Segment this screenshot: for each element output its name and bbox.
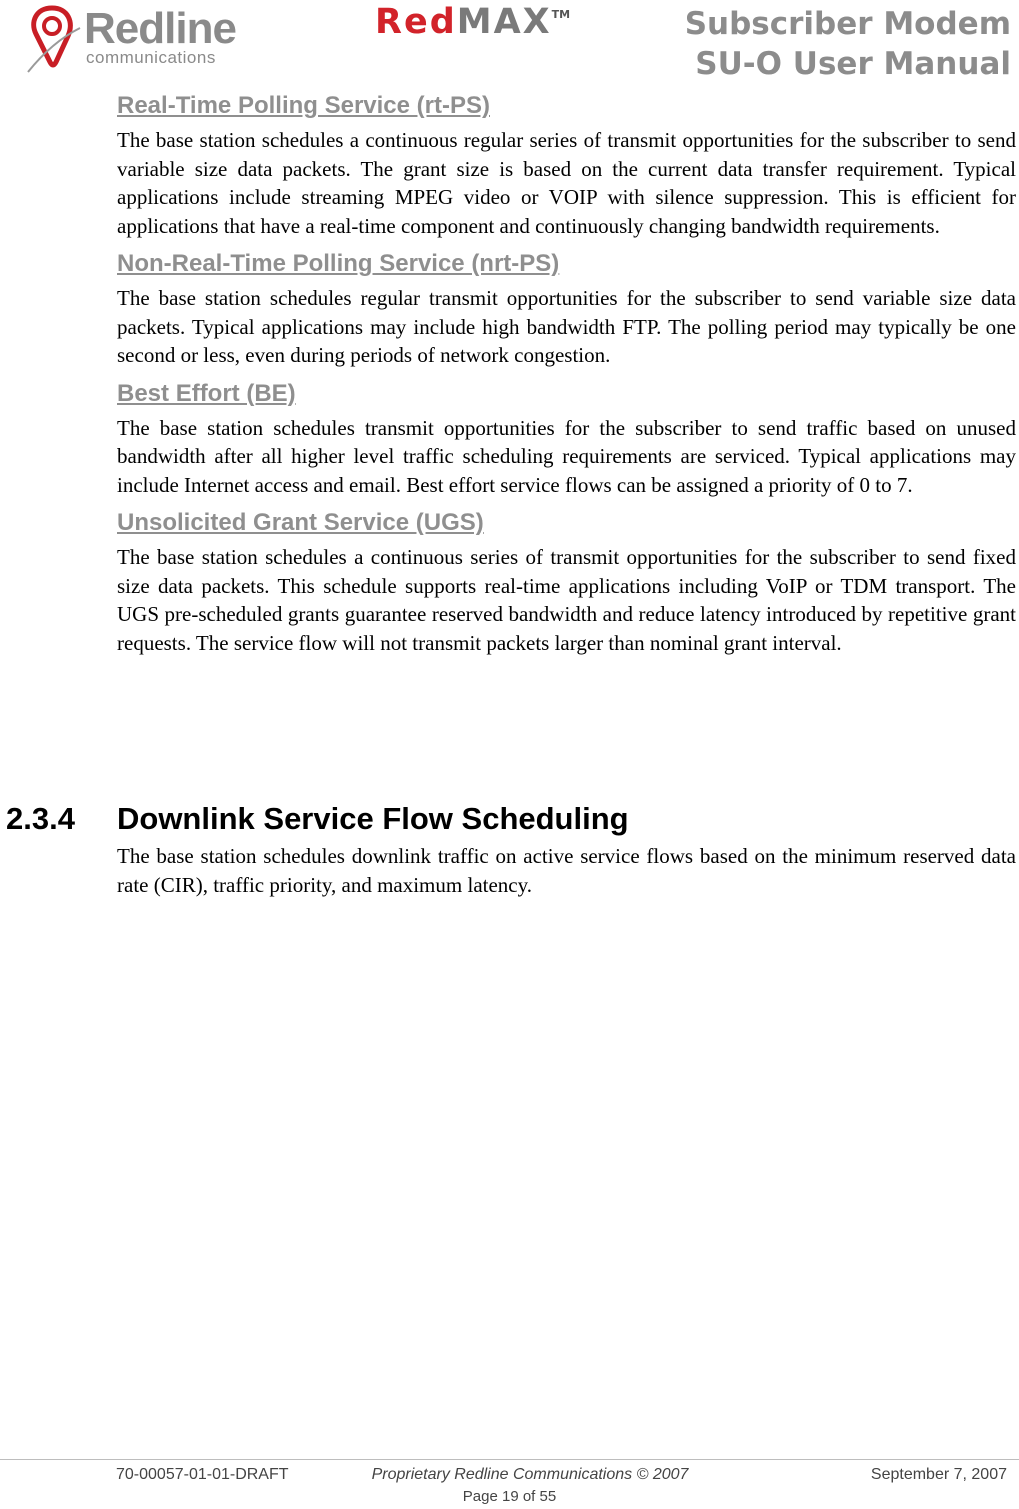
brand-gray-part: MAX bbox=[456, 2, 552, 42]
section-title: Downlink Service Flow Scheduling bbox=[117, 801, 629, 836]
logo-subtitle: communications bbox=[86, 48, 216, 67]
section-number: 2.3.4 bbox=[6, 801, 75, 836]
page-header bbox=[0, 0, 1019, 90]
manual-title-line1: Subscriber Modem bbox=[684, 6, 1011, 42]
footer-divider bbox=[0, 1459, 1019, 1460]
brand-red-part: Red bbox=[375, 2, 457, 42]
redline-logo-mark-icon bbox=[22, 2, 82, 82]
trademark-mark: TM bbox=[551, 8, 571, 21]
paragraph-be: The base station schedules transmit opportunities for the subscriber to send traffic based on unused bandwidth after all higher level traffic scheduling requirements are serviced. Typical applications may include Internet access and email. Best effort service flows can be assigned a priority of 0 to 7. bbox=[117, 415, 1016, 497]
product-brand bbox=[375, 2, 570, 42]
manual-title-line2: SU-O User Manual bbox=[695, 46, 1011, 82]
redline-logo bbox=[22, 2, 252, 82]
logo-wordmark: Redline bbox=[84, 4, 236, 53]
subheading-be: Best Effort (BE) bbox=[117, 379, 296, 407]
footer-proprietary: Proprietary Redline Communications © 2007 bbox=[371, 1466, 689, 1483]
footer-doc-id: 70-00057-01-01-DRAFT bbox=[116, 1466, 289, 1483]
paragraph-nrt-ps: The base station schedules regular transmit opportunities for the subscriber to send variable size data packets. Typical applications may include high bandwidth FTP. The polling period may typically be one second or less, even during periods of network congestion. bbox=[117, 286, 1016, 367]
footer-date: September 7, 2007 bbox=[870, 1466, 1007, 1483]
footer-page-number: Page 19 of 55 bbox=[462, 1488, 557, 1505]
paragraph-rt-ps: The base station schedules a continuous regular series of transmit opportunities for the subscriber to send variable size data packets. The grant size is based on the current data transfer requirement. Typical applications include streaming MPEG video or VOIP with silence suppression. This is efficient for applications that have a real-time component and continuously changing bandwidth requirements. bbox=[117, 128, 1016, 238]
subheading-ugs: Unsolicited Grant Service (UGS) bbox=[117, 509, 484, 536]
page-footer bbox=[0, 1462, 1019, 1507]
manual-title bbox=[685, 4, 1011, 84]
section-heading-2-3-4 bbox=[6, 801, 629, 837]
section-body bbox=[117, 842, 1016, 899]
paragraph-ugs: The base station schedules a continuous series of transmit opportunities for the subscriber to send fixed size data packets. This schedule supports real-time applications including VoIP or TDM transport. The UGS pre-scheduled grants guarantee reserved bandwidth and reduce latency introduced by repetitive grant requests. The service flow will not transmit packets larger than nominal grant interval. bbox=[117, 545, 1016, 655]
page-content bbox=[117, 90, 1016, 657]
subheading-rt-ps: Real-Time Polling Service (rt-PS) bbox=[117, 92, 490, 119]
paragraph-downlink: The base station schedules downlink traffic on active service flows based on the minimum reserved data rate (CIR), traffic priority, and maximum latency. bbox=[117, 844, 1016, 897]
subheading-nrt-ps: Non-Real-Time Polling Service (nrt-PS) bbox=[117, 250, 560, 277]
